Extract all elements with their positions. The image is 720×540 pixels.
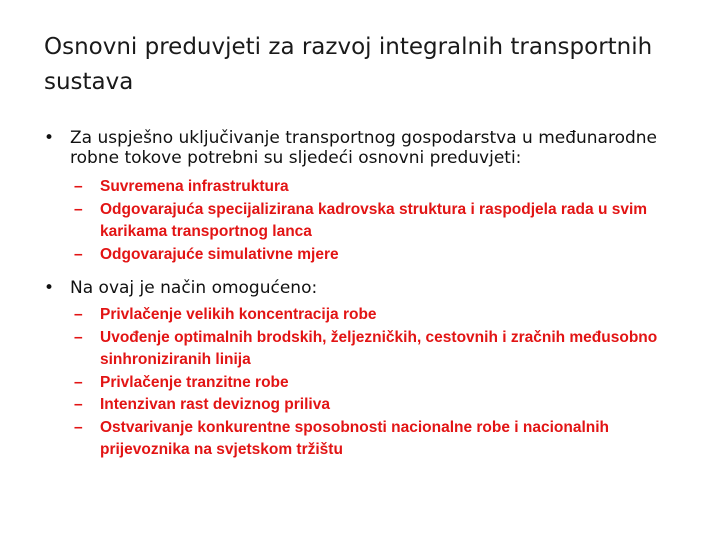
subitem <box>44 394 690 417</box>
sub-marker: – <box>74 200 83 218</box>
subitem <box>44 327 690 372</box>
sub-marker: – <box>74 245 83 263</box>
sublist-omoguceno <box>44 304 684 462</box>
bullet-text: Za uspješno uključivanje transportnog gospodarstva u međunarodne robne tokove potrebni su sljedeći osnovni preduvjeti: <box>70 128 658 168</box>
bullet-preduvjeti <box>44 128 684 168</box>
sub-marker: – <box>74 306 83 323</box>
subitem <box>44 304 690 327</box>
subitem-text: Odgovarajuća specijalizirana kadrovska struktura i raspodjela rada u svim karikama transportnog lanca <box>100 200 648 240</box>
subitem-text: Odgovarajuće simulativne mjere <box>100 245 339 263</box>
subitem <box>44 372 690 395</box>
subitem <box>44 417 690 462</box>
sub-marker: – <box>74 418 83 436</box>
subitem <box>44 244 690 267</box>
subitem-text: Suvremena infrastruktura <box>100 178 289 195</box>
subitem-text: Privlačenje velikih koncentracija robe <box>100 306 377 323</box>
subitem-text: Ostvarivanje konkurentne sposobnosti nacionalne robe i nacionalnih prijevoznika na svjetskom tržištu <box>100 418 610 458</box>
sub-marker: – <box>74 373 83 391</box>
sublist-preduvjeti <box>44 176 684 266</box>
sub-marker: – <box>74 396 83 413</box>
bullet-marker: • <box>44 278 55 298</box>
sub-marker: – <box>74 178 83 195</box>
subitem-text: Intenzivan rast deviznog priliva <box>100 396 330 413</box>
bullet-marker: • <box>44 128 55 148</box>
bullet-text: Na ovaj je način omogućeno: <box>70 278 318 298</box>
subitem-text: Uvođenje optimalnih brodskih, željezničkih, cestovnih i zračnih međusobno sinhroniziranih linija <box>100 328 658 368</box>
subitem <box>44 199 690 244</box>
subitem <box>44 176 690 199</box>
slide-content <box>44 128 684 466</box>
bullet-omoguceno <box>44 278 684 298</box>
sub-marker: – <box>74 328 83 346</box>
slide-title: Osnovni preduvjeti za razvoj integralnih transportnih sustava <box>44 34 653 95</box>
subitem-text: Privlačenje tranzitne robe <box>100 373 289 391</box>
